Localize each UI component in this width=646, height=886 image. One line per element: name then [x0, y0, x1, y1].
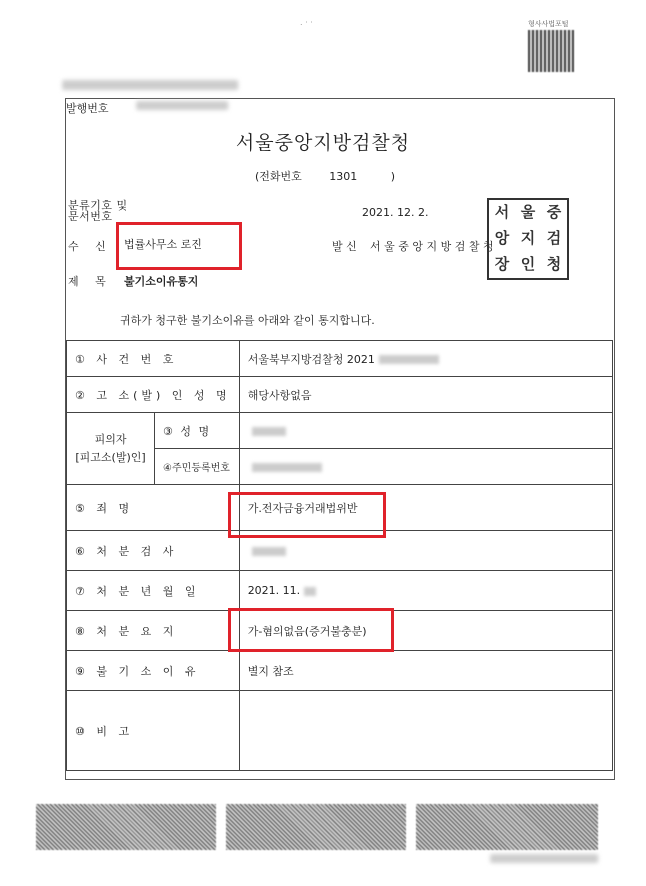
- portal-label: 형사사법포털: [528, 20, 569, 28]
- recipient-value: 법률사무소 로진: [124, 238, 202, 251]
- scan-marks: . · ·: [300, 18, 313, 27]
- disposition-date-cell: [239, 571, 612, 611]
- redacted-rrn: [252, 463, 322, 472]
- phone-label: (전화번호: [255, 170, 302, 183]
- seal-char: 검: [546, 229, 562, 247]
- table-row: [67, 341, 613, 377]
- seal-char: 서: [494, 203, 510, 221]
- phone-close: ): [390, 170, 396, 183]
- subject-value: 불기소이유통지: [124, 275, 199, 288]
- seal-char: 중: [546, 203, 562, 221]
- table-row: [67, 691, 613, 771]
- highlight-recipient: [116, 222, 242, 270]
- reason-label: ⑨ 불 기 소 이 유: [67, 651, 240, 691]
- notice-table: [66, 340, 613, 771]
- recipient-label: 수 신: [68, 240, 107, 253]
- case-number-cell: [239, 341, 612, 377]
- prosecutor-label: ⑥ 처 분 검 사: [67, 531, 240, 571]
- reason-value: 별지 참조: [239, 651, 612, 691]
- subject-label: 제 목: [68, 275, 107, 288]
- intro-text: 귀하가 청구한 불기소이유를 아래와 같이 통지합니다.: [120, 314, 375, 327]
- name-cell: [239, 413, 612, 449]
- table-row: [67, 413, 613, 449]
- disposition-value: 가-혐의없음(증거불충분): [239, 611, 612, 651]
- phone-line: [255, 168, 401, 184]
- qr-code: [528, 30, 574, 72]
- highlight-disposition: [228, 608, 394, 652]
- redacted-day: [304, 587, 316, 596]
- redacted-case-number: [379, 355, 439, 364]
- official-seal: [487, 198, 569, 280]
- office-title: 서울중앙지방검찰청: [235, 132, 411, 154]
- issue-number-label: 발행번호: [66, 102, 109, 115]
- disposition-label: ⑧ 처 분 요 지: [67, 611, 240, 651]
- redacted-footer-line: [490, 854, 598, 863]
- seal-char: 울: [520, 203, 536, 221]
- table-row: [67, 571, 613, 611]
- suspect-group-label: 피의자 [피고소(발)인]: [67, 413, 155, 485]
- redacted-footer-block: [36, 804, 216, 850]
- sender-label: 발 신: [332, 240, 357, 253]
- redacted-issue-number: [136, 101, 228, 110]
- disposition-date-label: ⑦ 처 분 년 월 일: [67, 571, 240, 611]
- seal-char: 지: [520, 229, 536, 247]
- charge-value: 가.전자금융거래법위반: [239, 485, 612, 531]
- redacted-name: [252, 427, 286, 436]
- complainant-label: ② 고 소(발) 인 성 명: [67, 377, 240, 413]
- seal-char: 장: [494, 255, 510, 273]
- seal-char: 앙: [494, 229, 510, 247]
- complainant-value: 해당사항없음: [239, 377, 612, 413]
- redacted-header-line: [62, 80, 238, 90]
- document-date: 2021. 12. 2.: [362, 206, 429, 219]
- classification-label: 분류기호 및 문서번호: [68, 199, 128, 223]
- charge-label: ⑤ 죄 명: [67, 485, 240, 531]
- rrn-cell: [239, 449, 612, 485]
- case-number-label: ① 사 건 번 호: [67, 341, 240, 377]
- case-number-value: 서울북부지방검찰청 2021: [247, 352, 375, 366]
- redacted-prosecutor: [252, 547, 286, 556]
- redacted-footer-block: [416, 804, 598, 850]
- sender-value: 서 울 중 앙 지 방 검 찰 청: [370, 240, 494, 253]
- table-row: [67, 651, 613, 691]
- seal-char: 인: [520, 255, 536, 273]
- remarks-value: [239, 691, 612, 771]
- rrn-label: ④주민등록번호: [155, 449, 240, 485]
- disposition-date-value: 2021. 11.: [247, 584, 301, 597]
- highlight-charge: [228, 492, 386, 538]
- seal-char: 청: [546, 255, 562, 273]
- table-row: [67, 377, 613, 413]
- remarks-label: ⑩ 비 고: [67, 691, 240, 771]
- redacted-footer-block: [226, 804, 406, 850]
- name-label: ③ 성 명: [155, 413, 240, 449]
- phone-number: 1301: [329, 170, 358, 183]
